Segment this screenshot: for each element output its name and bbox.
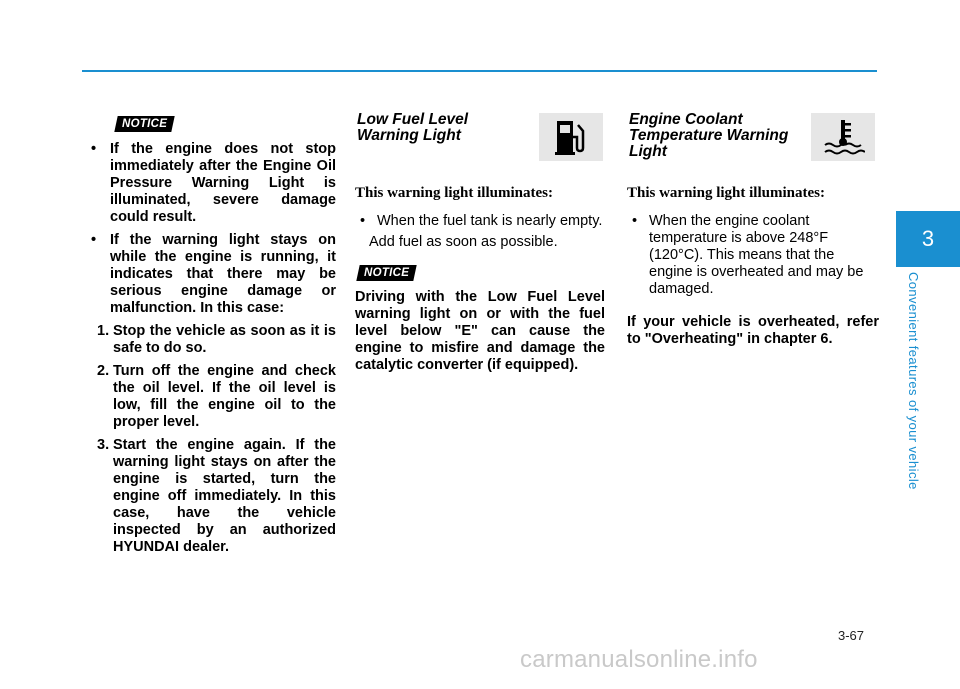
notice-badge xyxy=(116,114,173,132)
heading-line: Light xyxy=(629,143,667,160)
notice-bullet-text: If the warning light stays on while the engine is running, it indicates that there may be serious engine damage or malfunction. In this case: xyxy=(110,232,336,316)
top-rule xyxy=(82,70,877,72)
step-text: Turn off the engine and check the oil level. If the oil level is low, fill the engine oil to the proper level. xyxy=(113,363,336,430)
notice-step xyxy=(86,363,336,431)
notice-bullet: • If the engine does not stop immediately after the Engine Oil Pressure Warning Light is illuminated, severe damage could result. xyxy=(91,141,336,225)
section-heading xyxy=(357,112,527,144)
fuel-notice-text: Driving with the Low Fuel Level warning light on or with the fuel level below "E" can cause the engine to misfire and damage the catalytic converter (if equipped). xyxy=(355,289,605,373)
heading-line: Temperature Warning xyxy=(629,127,789,144)
chapter-tab xyxy=(896,211,960,267)
notice-badge xyxy=(358,263,415,281)
notice-step xyxy=(86,437,336,556)
heading-line: Engine Coolant xyxy=(629,111,743,128)
page-number: 3-67 xyxy=(838,628,865,643)
coolant-bullet: • When the engine coolant temperature is above 248°F (120°C). This means that the engine is overheated and may be damaged. xyxy=(632,213,864,297)
notice-step xyxy=(86,323,336,357)
heading-line: Warning Light xyxy=(357,127,461,144)
coolant-temperature-icon xyxy=(811,113,875,161)
fuel-bullet-text: When the fuel tank is nearly empty. xyxy=(377,213,603,229)
step-text: Stop the vehicle as soon as it is safe to do so. xyxy=(113,323,336,356)
step-number: 1. xyxy=(97,323,110,339)
coolant-bullet-text: When the engine coolant temperature is above 248°F (120°C). This means that the engine is overheated and may be damaged. xyxy=(649,213,864,297)
subheading: This warning light illuminates: xyxy=(627,185,825,201)
coolant-overheating-note: If your vehicle is overheated, refer to "Overheating" in chapter 6. xyxy=(627,314,879,347)
chapter-side-title xyxy=(906,272,932,494)
step-number: 3. xyxy=(97,437,110,453)
notice-bullet-text: If the engine does not stop immediately after the Engine Oil Pressure Warning Light is illuminated, severe damage could result. xyxy=(110,141,336,225)
notice-label: NOTICE xyxy=(122,118,168,130)
chapter-number: 3 xyxy=(921,226,935,251)
subheading: This warning light illuminates: xyxy=(355,185,553,201)
chapter-title: Convenient features of your vehicle xyxy=(906,272,921,490)
fuel-pump-icon xyxy=(539,113,603,161)
watermark: carmanualsonline.info xyxy=(520,646,758,673)
step-text: Start the engine again. If the warning light stays on after the engine is started, turn the engine off immediately. In this case, have the vehicle inspected by an authorized HYUNDAI dealer. xyxy=(113,437,336,555)
section-heading xyxy=(629,112,804,160)
fuel-bullet-subtext: Add fuel as soon as possible. xyxy=(369,234,558,250)
notice-label: NOTICE xyxy=(364,267,410,279)
step-number: 2. xyxy=(97,363,110,379)
notice-bullet: • If the warning light stays on while the engine is running, it indicates that there may be serious engine damage or malfunction. In this case: xyxy=(91,232,336,316)
heading-line: Low Fuel Level xyxy=(357,111,469,128)
fuel-bullet: • When the fuel tank is nearly empty. xyxy=(360,213,603,229)
